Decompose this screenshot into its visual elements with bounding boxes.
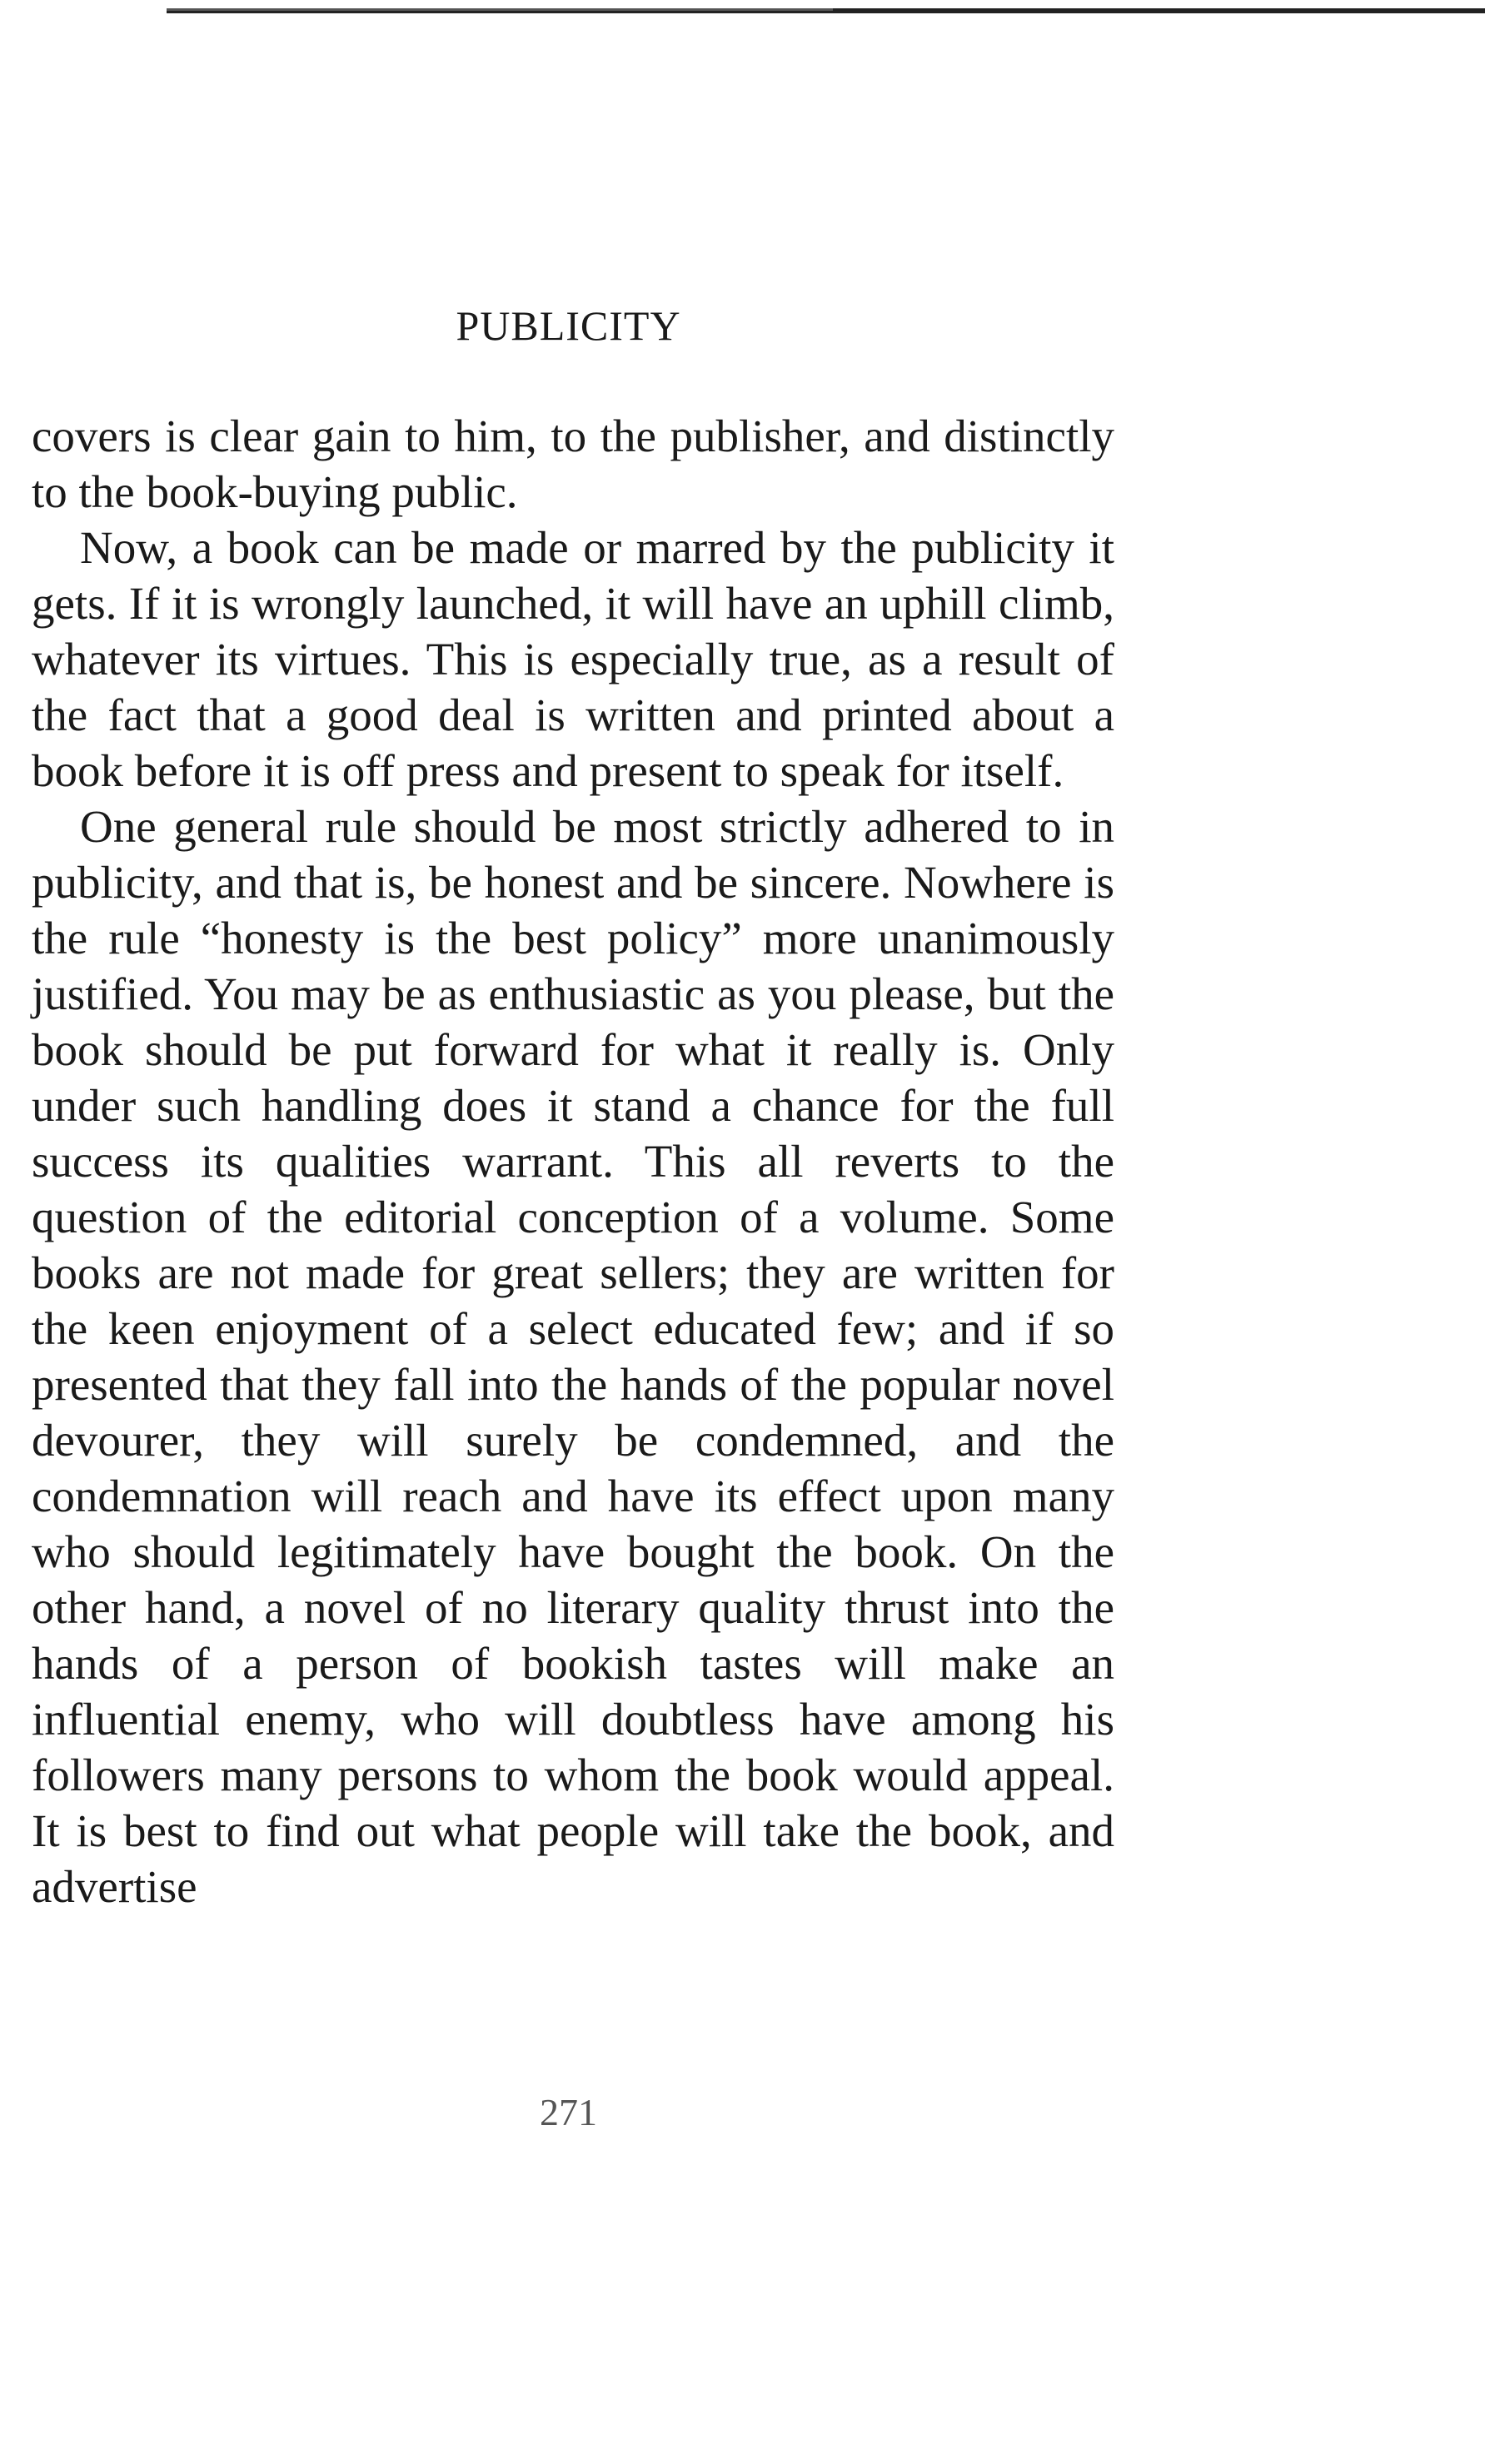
paragraph-general-rule: One general rule should be most strictly adhered to in publicity, and that is, be honest and be sincere. Nowhere is the rule “honesty is the best policy” more unanimously justified. You may be as enthusiastic as you please, but the book should be put forward for what it really is. Only under such handling does it stand a chance for the full success its qualities warrant. This all reverts to the question of the editorial conception of a volume. Some books are not made for great sellers; they are written for the keen enjoyment of a select educated few; and if so presented that they fall into the hands of the popular novel devourer, they will surely be condemned, and the condemnation will reach and have its effect upon many who should legitimately have bought the book. On the other hand, a novel of no literary quality thrust into the hands of a person of bookish tastes will make an influential enemy, who will doubtless have among his followers many persons to whom the book would appeal. It is best to find out what people will take the book, and advertise (32, 801, 1114, 1912)
running-head: PUBLICITY (456, 302, 681, 349)
top-rule-accent (167, 8, 833, 11)
page-number: 271 (540, 2091, 597, 2133)
paragraph-publicity: Now, a book can be made or marred by the publicity it gets. If it is wrongly launched, it will have an uphill climb, whatever its virtues. This is especially true, as a result of the fact that a good deal is written and printed about a book before it is off press and present to speak for itself. (32, 522, 1114, 796)
paragraph-continued: covers is clear gain to him, to the publisher, and distinctly to the book-buying public. (32, 411, 1114, 517)
body-text (32, 408, 1114, 1914)
